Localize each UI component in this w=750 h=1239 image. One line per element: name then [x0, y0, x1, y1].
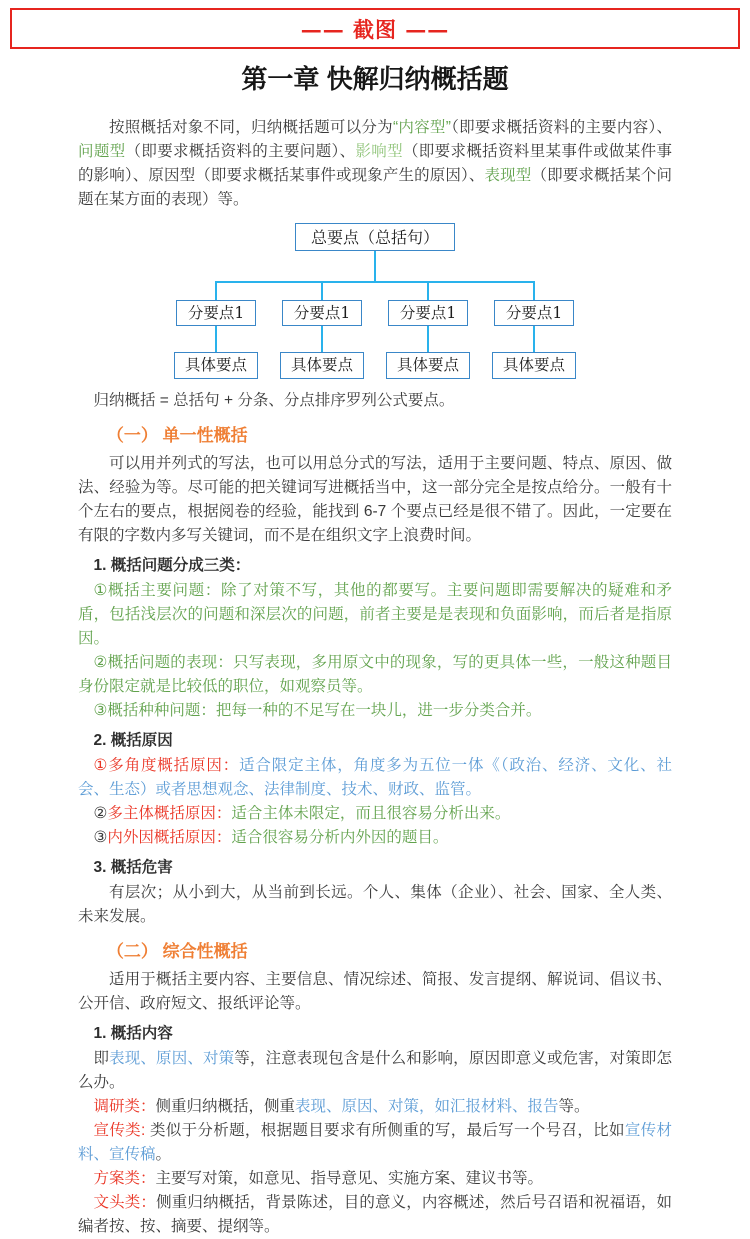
- diagram-column: [481, 281, 587, 379]
- connector-line: [427, 326, 429, 352]
- paragraph: [78, 1119, 672, 1167]
- section-heading: （一） 单一性概括: [106, 426, 248, 445]
- connector-line: [533, 281, 535, 300]
- paragraph: [78, 389, 672, 413]
- text-segment: ①概括主要问题：除了对策不写，其他的都要写。主要问题即需要解决的疑难和矛盾，包括浅层次的问题和深层次的问题，前者主要是是表现和负面影响，而后者是指原因。: [78, 582, 672, 647]
- screenshot-banner: [10, 8, 740, 49]
- text-segment: 可以用并列式的写法，也可以用总分式的写法，适用于主要问题、特点、原因、做法、经验为等。尽可能的把关键词写进概括当中，这一部分完全是按点给分。一般有十个左右的要点，根据阅卷的经验，能找到 6-7 个要点已经是很不错了。因此，一定要在有限的字数内多写关键词，而不是在组织文字上浪费时间。: [78, 455, 672, 544]
- text-segment: 适用于概括主要内容、主要信息、情况综述、简报、发言提纲、解说词、倡议书、公开信、政府短文、报纸评论等。: [78, 971, 672, 1012]
- text-segment: 适合主体未限定，而且很容易分析出来。: [231, 805, 511, 822]
- text-segment: （即要求概括资料的主要内容）、: [450, 119, 672, 136]
- text-segment: 有层次；从小到大，从当前到长远。个人、集体（企业）、社会、国家、全人类、未来发展。: [78, 884, 672, 925]
- text-segment: 多主体概括原因：: [107, 805, 232, 822]
- text-segment: 适合限定主体，角度多为五位一体《（政治、经济、文化、社会、生态）或者思想观念、法律制度、技术、财政、监管。: [78, 757, 672, 798]
- paragraph: [78, 452, 672, 548]
- text-segment: 表现、原因、对策: [109, 1050, 235, 1067]
- diagram-column: [375, 281, 481, 379]
- chapter-title: 第一章 快解归纳概括题: [241, 64, 509, 94]
- paragraph: [78, 1095, 672, 1119]
- paragraph: [78, 116, 672, 212]
- text-segment: “内容型”: [392, 119, 451, 136]
- text-segment: 类似于分析题，根据题目要求有所侧重的写，最后写一个号召，比如: [149, 1122, 625, 1139]
- connector-line: [215, 326, 217, 352]
- text-segment: ②: [93, 805, 108, 822]
- paragraph: [78, 826, 672, 850]
- text-segment: 主要写对策，如意见、指导意见、实施方案、建议书等。: [155, 1170, 544, 1187]
- paragraph: [78, 699, 672, 723]
- text-segment: 侧重归纳概括，侧重: [155, 1098, 296, 1115]
- connector-line: [374, 251, 376, 281]
- text-segment: ③: [93, 829, 108, 846]
- page: [0, 8, 750, 1235]
- document-body: [78, 116, 672, 1239]
- text-segment: 文头类：: [93, 1194, 157, 1211]
- section-heading: （二） 综合性概括: [106, 942, 248, 961]
- paragraph: [78, 754, 672, 802]
- diagram-branch-node: 分要点1: [388, 300, 468, 326]
- diagram-column: [269, 281, 375, 379]
- text-segment: ③概括种种问题：把每一种的不足写在一块儿，进一步分类合并。: [93, 702, 542, 719]
- connector-line: [321, 326, 323, 352]
- paragraph: [78, 1191, 672, 1239]
- text-segment: 侧重归纳概括，背景陈述，目的意义，内容概述，然后号召语和祝福语，如编者按、按、摘要、提纲等。: [78, 1194, 672, 1235]
- text-segment: 按照概括对象不同，归纳概括题可以分为: [109, 119, 393, 136]
- outline-diagram: [163, 223, 587, 379]
- subsection-heading: 2. 概括原因: [93, 732, 173, 749]
- text-segment: 即: [93, 1050, 110, 1067]
- diagram-root-node: 总要点（总括句）: [295, 223, 455, 251]
- text-segment: 。: [155, 1146, 172, 1163]
- subsection-heading: 1. 概括问题分成三类：: [93, 557, 251, 574]
- text-segment: 等，注意表现包含是什么和影响，原因即意义或危害，对策即怎么办。: [78, 1050, 672, 1091]
- text-segment: 内外因概括原因：: [107, 829, 232, 846]
- text-segment: 宣传类:: [93, 1122, 150, 1139]
- diagram-branch-node: 分要点1: [176, 300, 256, 326]
- text-segment: ②概括问题的表现：只写表现，多用原文中的现象，写的更具体一些，一般这种题目身份限定就是比较低的职位，如观察员等。: [78, 654, 672, 695]
- banner-label: —— 截图 ——: [300, 16, 450, 42]
- text-segment: 表现、原因、对策，如汇报材料、报告: [295, 1098, 559, 1115]
- paragraph: [78, 802, 672, 826]
- diagram-column: [163, 281, 269, 379]
- text-segment: 归纳概括 = 总括句 + 分条、分点排序罗列公式要点。: [93, 392, 455, 409]
- diagram-leaf-node: 具体要点: [492, 352, 576, 379]
- text-segment: 影响型: [355, 143, 403, 160]
- connector-line: [427, 281, 429, 300]
- paragraph: [78, 579, 672, 651]
- text-segment: （即要求概括资料的主要问题）、: [125, 143, 356, 160]
- paragraph: [78, 881, 672, 929]
- text-segment: 表现型: [484, 167, 532, 184]
- diagram-branch-node: 分要点1: [282, 300, 362, 326]
- diagram-branches: [163, 281, 587, 379]
- diagram-leaf-node: 具体要点: [174, 352, 258, 379]
- connector-line: [215, 281, 217, 300]
- text-segment: （即要求概括资料里某事件或做某件事的影响）、原因型（即要求概括某事件或现象产生的原因）、: [78, 143, 672, 184]
- subsection-heading: 3. 概括危害: [93, 859, 173, 876]
- text-segment: （即要求概括某个问题在某方面的表现）等。: [78, 167, 672, 208]
- paragraph: [78, 1167, 672, 1191]
- connector-line: [216, 281, 534, 283]
- text-segment: ①多角度概括原因：: [93, 757, 240, 774]
- paragraph: [78, 1047, 672, 1095]
- paragraph: [78, 968, 672, 1016]
- subsection-heading: 1. 概括内容: [93, 1025, 173, 1042]
- diagram-branch-node: 分要点1: [494, 300, 574, 326]
- diagram-leaf-node: 具体要点: [280, 352, 364, 379]
- connector-line: [533, 326, 535, 352]
- text-segment: 宣传材料、宣传稿: [78, 1122, 672, 1163]
- paragraph: [78, 651, 672, 699]
- text-segment: 适合很容易分析内外因的题目。: [231, 829, 449, 846]
- text-segment: 问题型: [78, 143, 126, 160]
- diagram-leaf-node: 具体要点: [386, 352, 470, 379]
- text-segment: 方案类：: [93, 1170, 156, 1187]
- text-segment: 调研类：: [93, 1098, 156, 1115]
- connector-line: [321, 281, 323, 300]
- text-segment: 等。: [558, 1098, 590, 1115]
